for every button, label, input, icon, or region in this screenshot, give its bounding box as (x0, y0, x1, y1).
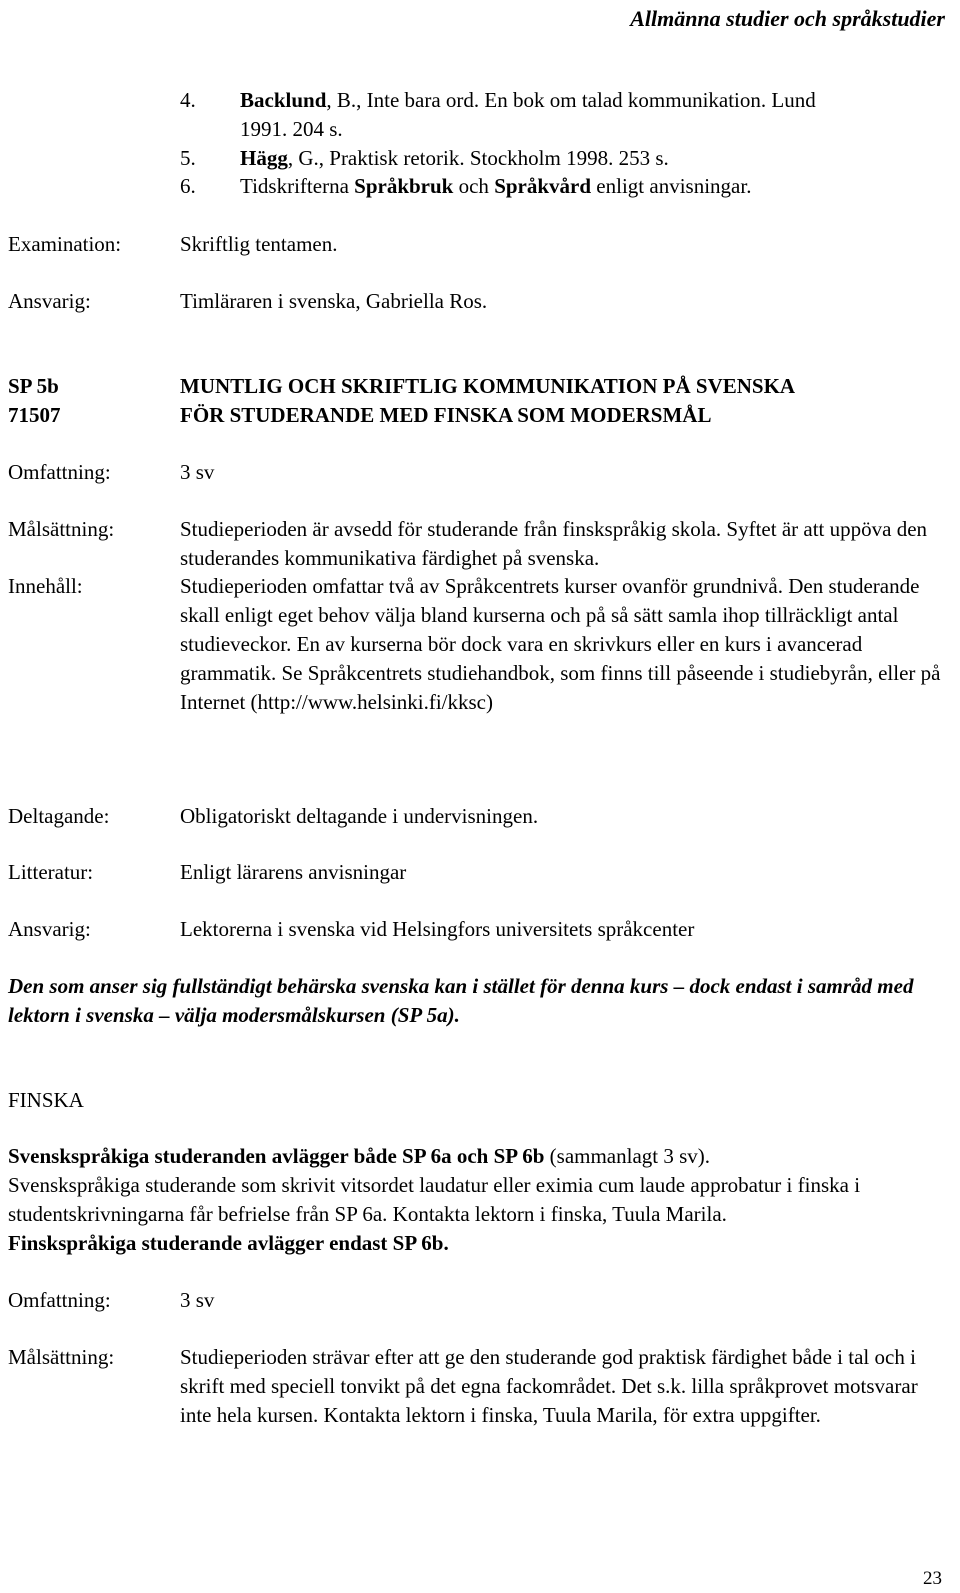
field-label: Deltagande: (8, 804, 110, 828)
field-label: Innehåll: (8, 574, 83, 598)
ref-item-5 (240, 144, 669, 173)
field-value: 3 sv (180, 460, 215, 484)
field-label: Ansvarig: (8, 917, 91, 941)
field-label: Litteratur: (8, 860, 94, 884)
course-number: 71507 (8, 403, 61, 427)
ref-item-4-cont: 1991. 204 s. (240, 117, 343, 141)
course-code: SP 5b (8, 374, 59, 398)
ref-item-4 (240, 86, 816, 115)
field-value: Timläraren i svenska, Gabriella Ros. (180, 289, 488, 313)
field-value: 3 sv (180, 1288, 215, 1312)
field-label: Ansvarig: (8, 289, 91, 313)
ref-text: Tidskrifterna (240, 174, 355, 198)
content-text: Studieperioden omfattar två av Språkcentrets kurser ovanför grundnivå. Den studerande skall enligt eget behov välja bland kurserna och på så sätt samla ihop tillräckligt antal studieveckor. En av kurserna bör dock vara en skrivkurs eller en kurs i avancerad grammatik. Se Språkcentrets studiehandbok, som finns till påseende i studiebyrån, eller på Internet (http://www.helsinki.fi/kksc) (180, 574, 941, 714)
field-label: Omfattning: (8, 460, 111, 484)
field-value: Obligatoriskt deltagande i undervisningen. (180, 804, 539, 828)
field-label: Målsättning: (8, 1345, 115, 1369)
paragraph: Svenskspråkiga studerande som skrivit vitsordet laudatur eller eximia cum laude approbatur i finska i studentskrivningarna får befrielse från SP 6a. Kontakta lektorn i finska, Tuula Marila. (8, 1173, 861, 1226)
ref-text: , B., Inte bara ord. En bok om talad kommunikation. Lund (326, 88, 816, 112)
field-value: Lektorerna i svenska vid Helsingfors universitets språkcenter (180, 917, 695, 941)
course-title: MUNTLIG OCH SKRIFTLIG KOMMUNIKATION PÅ SVENSKA (180, 374, 796, 398)
journal-name: Språkvård (494, 174, 592, 198)
field-value: Skriftlig tentamen. (180, 232, 338, 256)
page-number: 23 (923, 1568, 942, 1589)
course-title-cont: FÖR STUDERANDE MED FINSKA SOM MODERSMÅL (180, 403, 712, 427)
field-value: Enligt lärarens anvisningar (180, 860, 407, 884)
course-note: Den som anser sig fullständigt behärska svenska kan i stället för denna kurs – dock endast i samråd med lektorn i svenska – välja modersmålskursen (SP 5a). (8, 974, 914, 1027)
ref-text: , G., Praktisk retorik. Stockholm 1998. 253 s. (287, 146, 669, 170)
field-label: Omfattning: (8, 1288, 111, 1312)
ref-author: Hägg (240, 146, 288, 170)
paragraph (8, 1142, 953, 1171)
ref-text: enligt anvisningar. (591, 174, 752, 198)
paragraph-bold: Svenskspråkiga studeranden avlägger både SP 6a och SP 6b (8, 1144, 545, 1168)
ref-text: och (453, 174, 495, 198)
goal-text: Studieperioden är avsedd för studerande från finskspråkig skola. Syftet är att uppöva den studerandes kommunikativa färdighet på svenska. (180, 517, 928, 570)
paragraph-text: (sammanlagt 3 sv). (544, 1144, 711, 1168)
section-heading: FINSKA (8, 1088, 84, 1112)
paragraph-bold: Finskspråkiga studerande avlägger endast SP 6b. (8, 1231, 449, 1255)
goal-text: Studieperioden strävar efter att ge den studerande god praktisk färdighet både i tal och i skrift med speciell tonvikt på det egna fackområdet. Det s.k. lilla språkprovet motsvarar inte hela kursen. Kontakta lektorn i finska, Tuula Marila, för extra uppgifter. (180, 1345, 918, 1427)
ref-number: 5. (180, 146, 196, 170)
ref-number: 4. (180, 88, 196, 112)
journal-name: Språkbruk (354, 174, 454, 198)
ref-author: Backlund (240, 88, 327, 112)
running-header: Allmänna studier och språkstudier (630, 6, 945, 31)
ref-number: 6. (180, 174, 196, 198)
ref-item-6 (240, 172, 751, 201)
field-label: Målsättning: (8, 517, 115, 541)
field-label: Examination: (8, 232, 122, 256)
